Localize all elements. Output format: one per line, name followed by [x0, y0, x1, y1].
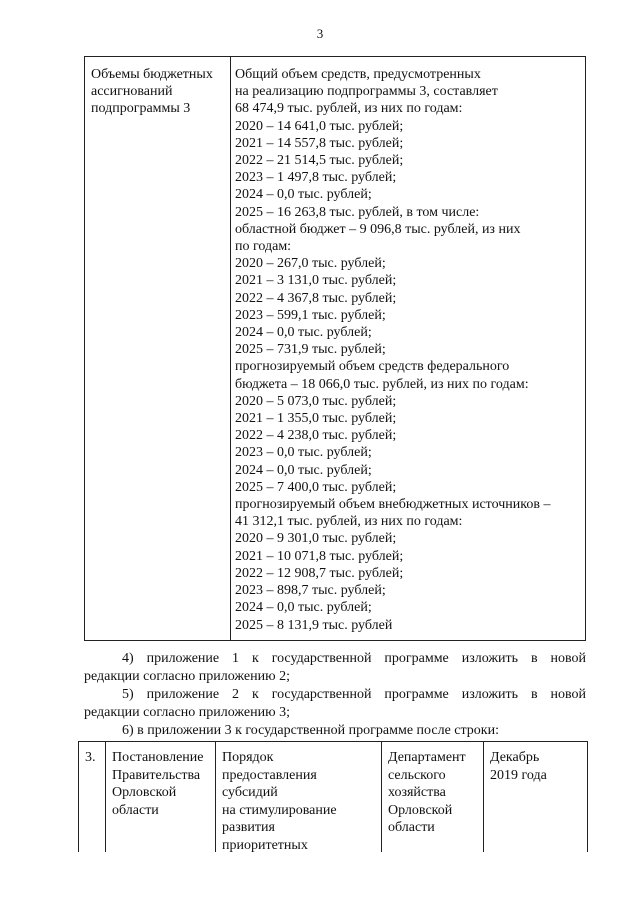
deadline-cell — [490, 749, 584, 784]
budget-value-line: 2021 – 3 131,0 тыс. рублей; — [235, 273, 397, 289]
budget-value-line: 2022 – 4 367,8 тыс. рублей; — [235, 290, 397, 306]
executor-line: Департамент — [388, 750, 466, 765]
executor-line: сельского — [388, 767, 446, 783]
budget-value-line: 68 474,9 тыс. рублей, из них по годам: — [235, 101, 463, 117]
document-type-line: области — [112, 802, 159, 818]
budget-value-line: 2020 – 267,0 тыс. рублей; — [235, 256, 386, 272]
executor-line: хозяйства — [388, 785, 446, 801]
budget-value-line: 2024 – 0,0 тыс. рублей; — [235, 600, 372, 616]
budget-value-line: 2025 – 8 131,9 тыс. рублей — [235, 617, 393, 633]
budget-label-line: подпрограммы 3 — [91, 101, 191, 117]
budget-value-line: по годам: — [235, 239, 292, 255]
document-title-line: Порядок — [222, 750, 274, 765]
document-type-line: Правительства — [112, 767, 201, 783]
row-number-cell — [85, 749, 105, 767]
budget-value-line: 2022 – 21 514,5 тыс. рублей; — [235, 153, 404, 169]
budget-value-line: 2021 – 14 557,8 тыс. рублей; — [235, 135, 404, 151]
budget-value-line: 2021 – 1 355,0 тыс. рублей; — [235, 411, 397, 427]
budget-value-line: на реализацию подпрограммы 3, составляет — [235, 84, 498, 100]
table-column-divider — [381, 742, 382, 852]
table-column-divider — [483, 742, 484, 852]
budget-value-line: 2023 – 0,0 тыс. рублей; — [235, 445, 372, 461]
document-title-line: субсидий — [222, 785, 278, 801]
budget-value-line: 41 312,1 тыс. рублей, из них по годам: — [235, 514, 463, 530]
paragraph-4-line-2: редакции согласно приложению 2; — [84, 669, 290, 684]
budget-value-line: 2022 – 12 908,7 тыс. рублей; — [235, 565, 404, 581]
budget-value-line: Общий объем средств, предусмотренных — [235, 67, 481, 82]
budget-value-line: 2023 – 898,7 тыс. рублей; — [235, 583, 386, 599]
deadline-line: Декабрь — [490, 750, 540, 765]
document-type-line: Постановление — [112, 750, 204, 765]
document-type-line: Орловской — [112, 785, 177, 801]
document-title-line: приоритетных — [222, 837, 308, 853]
table-column-divider — [230, 57, 231, 640]
document-title-cell — [222, 749, 380, 855]
budget-label-line: Объемы бюджетных — [91, 67, 213, 82]
document-title-line: развития — [222, 820, 275, 836]
budget-value-line: 2025 – 16 263,8 тыс. рублей, в том числе: — [235, 204, 480, 220]
budget-value-line: 2020 – 5 073,0 тыс. рублей; — [235, 393, 397, 409]
budget-value-line: 2024 – 0,0 тыс. рублей; — [235, 187, 372, 203]
executor-line: области — [388, 820, 435, 836]
document-title-line: на стимулирование — [222, 802, 337, 818]
budget-value-line: 2025 – 7 400,0 тыс. рублей; — [235, 479, 397, 495]
budget-value-line: 2020 – 14 641,0 тыс. рублей; — [235, 118, 404, 134]
deadline-line: 2019 года — [490, 767, 547, 783]
budget-value-line: 2024 – 0,0 тыс. рублей; — [235, 325, 372, 341]
budget-value-line: 2023 – 599,1 тыс. рублей; — [235, 307, 386, 323]
budget-table — [84, 56, 586, 641]
document-title-line: предоставления — [222, 767, 317, 783]
paragraph-4-line-1: 4) приложение 1 к государственной программе изложить в новой — [122, 651, 586, 666]
paragraph-5-line-1: 5) приложение 2 к государственной программе изложить в новой — [122, 687, 586, 702]
amendment-paragraphs — [84, 650, 586, 740]
executor-line: Орловской — [388, 802, 453, 818]
document-type-cell — [112, 749, 216, 819]
budget-value-line: бюджета – 18 066,0 тыс. рублей, из них по годам: — [235, 376, 529, 392]
budget-value-line: 2023 – 1 497,8 тыс. рублей; — [235, 170, 397, 186]
budget-value-line: областной бюджет – 9 096,8 тыс. рублей, из них — [235, 221, 521, 237]
table-column-divider — [105, 742, 106, 852]
budget-label-line: ассигнований — [91, 84, 173, 100]
page-number: 3 — [316, 26, 324, 41]
budget-value-line: 2024 – 0,0 тыс. рублей; — [235, 462, 372, 478]
budget-value-line: прогнозируемый объем средств федерального — [235, 359, 510, 375]
budget-value-line: 2021 – 10 071,8 тыс. рублей; — [235, 548, 404, 564]
budget-value-line: 2025 – 731,9 тыс. рублей; — [235, 342, 386, 358]
budget-value-line: 2022 – 4 238,0 тыс. рублей; — [235, 428, 397, 444]
budget-value-line: прогнозируемый объем внебюджетных источников – — [235, 497, 551, 513]
budget-value-cell — [235, 66, 583, 634]
budget-label-cell — [91, 66, 227, 118]
executor-cell — [388, 749, 482, 837]
paragraph-6: 6) в приложении 3 к государственной программе после строки: — [122, 723, 499, 738]
row-number-text: 3. — [85, 750, 96, 765]
appendix-table-row — [78, 741, 588, 852]
paragraph-5-line-2: редакции согласно приложению 3; — [84, 705, 290, 720]
budget-value-line: 2020 – 9 301,0 тыс. рублей; — [235, 531, 397, 547]
